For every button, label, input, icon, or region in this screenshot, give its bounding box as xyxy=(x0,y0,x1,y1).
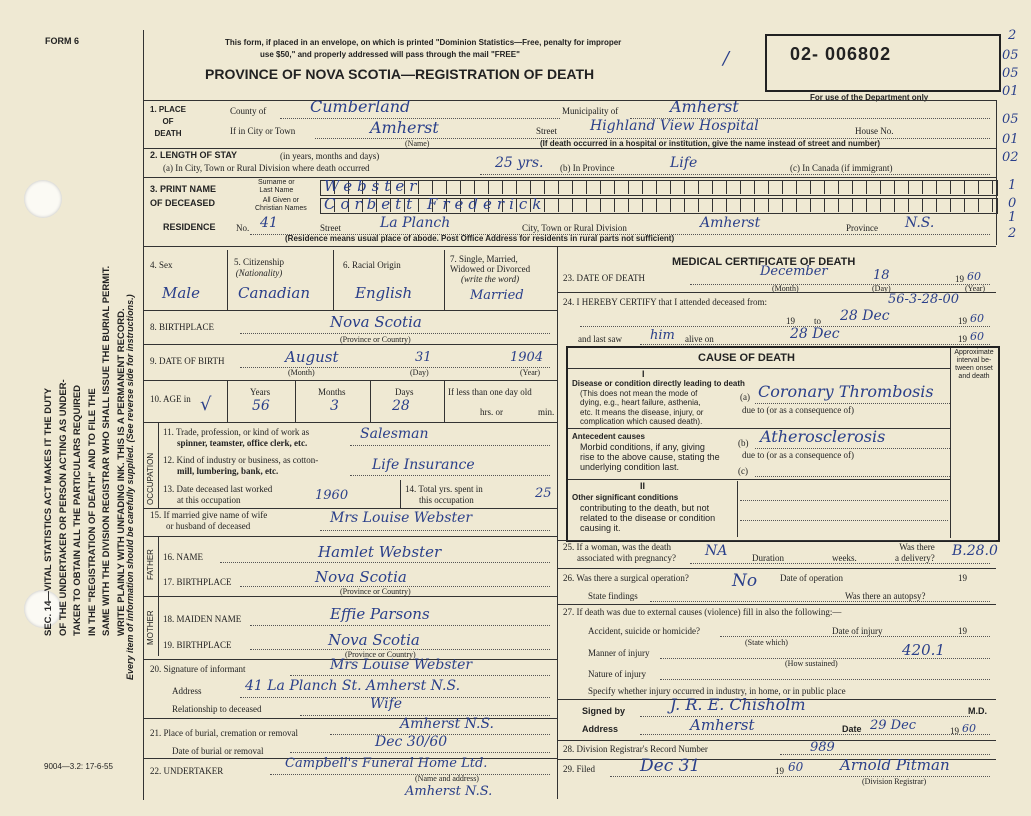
city-label: If in City or Town xyxy=(230,126,296,136)
department-use-label: For use of the Department only xyxy=(810,93,929,102)
rule xyxy=(158,536,159,596)
stay-a-label: (a) In City, Town or Rural Division where death occurred xyxy=(163,163,370,173)
accident-label: Accident, suicide or homicide? xyxy=(588,626,700,636)
rule xyxy=(660,679,990,680)
informant-relationship-label: Relationship to deceased xyxy=(172,704,262,714)
rule xyxy=(350,475,550,476)
right-code: 1 xyxy=(1008,178,1017,193)
frame-left xyxy=(143,30,144,800)
right-code: 05 xyxy=(1002,48,1019,63)
residence-city: Amherst xyxy=(700,215,761,231)
rule xyxy=(400,480,401,508)
residence-street-label: Street xyxy=(320,223,341,233)
operation-date-prefix: 19 xyxy=(958,573,967,583)
dob-day-caption: (Day) xyxy=(410,368,429,377)
spouse-q15: 15. If married give name of wife or husband of deceased xyxy=(150,510,268,531)
rule xyxy=(720,636,990,637)
burial-place: Amherst N.S. xyxy=(400,716,494,732)
stay-c-label: (c) In Canada (if immigrant) xyxy=(790,163,893,173)
medical-title: MEDICAL CERTIFICATE OF DEATH xyxy=(672,256,856,268)
last-saw-value: him xyxy=(650,328,675,343)
infant-label: If less than one day old xyxy=(448,387,532,397)
frame-top-rule xyxy=(143,100,996,101)
dob-day: 31 xyxy=(415,350,432,365)
envelope-note-2: use $50," and properly addressed will pass through the mail "FREE" xyxy=(260,50,520,59)
undertaker-address: Amherst N.S. xyxy=(405,784,493,799)
residence-no-label: No. xyxy=(236,223,250,233)
attended-label: 24. I HEREBY CERTIFY that I attended deceased from: xyxy=(563,297,767,307)
death-year: 60 xyxy=(967,270,981,283)
pen-mark-dash: / xyxy=(723,48,730,69)
rule xyxy=(370,380,371,422)
citizenship-value: Canadian xyxy=(238,284,311,302)
print-code: 9004—3.2: 17-6-55 xyxy=(44,762,113,771)
residence-province: N.S. xyxy=(905,215,935,231)
stay-sub: (in years, months and days) xyxy=(280,151,380,161)
days-label: Days xyxy=(395,387,414,397)
to-year: 60 xyxy=(970,312,984,325)
house-label: House No. xyxy=(855,126,894,136)
rule xyxy=(295,380,296,422)
rule xyxy=(143,380,557,381)
right-code: 02 xyxy=(1002,150,1019,165)
occupation-a13: 1960 xyxy=(315,488,349,503)
rule xyxy=(143,422,557,423)
other-conditions-label: Other significant conditions contributing to the death, but not related to the disease or condition causing it. xyxy=(572,493,716,533)
rule xyxy=(320,530,550,531)
birthplace-label: 8. BIRTHPLACE xyxy=(150,322,214,332)
residence-city-label: City, Town or Rural Division xyxy=(522,223,627,233)
filed-year-prefix: 19 xyxy=(775,766,784,776)
right-code: 01 xyxy=(1002,132,1019,147)
rule xyxy=(240,333,550,334)
rule xyxy=(557,604,996,605)
rule xyxy=(143,310,557,311)
side-notice-line: IN THE "REGISTRATION OF DEATH" AND TO FILE THE xyxy=(86,388,98,636)
given-caption: All Given or Christian Names xyxy=(255,197,307,212)
side-notice-line: SEC. 14—VITAL STATISTICS ACT MAKES IT THE DUTY xyxy=(43,387,54,636)
column-divider xyxy=(557,246,558,799)
dob-year-caption: (Year) xyxy=(520,368,541,377)
findings-label: State findings xyxy=(588,591,638,601)
rule xyxy=(158,596,159,656)
mother-side-label: MOTHER xyxy=(146,610,155,645)
to-label: to xyxy=(814,316,822,326)
county-label: County of xyxy=(230,106,267,116)
record-number-label: 28. Division Registrar's Record Number xyxy=(563,744,708,754)
alive-value: 28 Dec xyxy=(790,326,840,342)
death-date-label: 23. DATE OF DEATH xyxy=(563,273,645,283)
to-value: 28 Dec xyxy=(840,308,890,324)
father-caption: (Province or Country) xyxy=(340,587,411,596)
duration-label: Duration xyxy=(752,553,784,563)
marital-value: Married xyxy=(470,288,524,303)
rule xyxy=(143,596,557,597)
age-label: 10. AGE in xyxy=(150,394,191,404)
rule xyxy=(480,174,990,175)
occupation-q13: 13. Date deceased last worked at this occupation xyxy=(163,484,273,505)
undertaker-caption: (Name and address) xyxy=(415,774,479,783)
right-code: 2 xyxy=(1008,226,1017,241)
rule xyxy=(240,367,550,368)
cause-b-label: (b) xyxy=(738,438,749,448)
rule xyxy=(568,428,950,429)
institution-note: (If death occurred in a hospital or institution, give the name instead of street and number) xyxy=(540,139,881,148)
rule xyxy=(640,734,990,735)
mother-a19: Nova Scotia xyxy=(328,631,420,649)
death-month-caption: (Month) xyxy=(772,284,799,293)
rule xyxy=(690,284,990,285)
residence-note: (Residence means usual place of abode. Post Office Address for residents in rural parts not sufficient) xyxy=(285,234,675,243)
autopsy-label: Was there an autopsy? xyxy=(845,591,926,601)
state-which-caption: (State which) xyxy=(745,638,788,647)
rule xyxy=(290,675,550,676)
death-year-prefix: 19 xyxy=(955,274,964,284)
rule xyxy=(270,774,550,775)
signer-date-year: 60 xyxy=(962,722,976,735)
dob-month: August xyxy=(285,348,339,366)
months-label: Months xyxy=(318,387,346,397)
birthplace-caption: (Province or Country) xyxy=(340,335,411,344)
name-caption: (Name) xyxy=(405,139,430,148)
cause-title: CAUSE OF DEATH xyxy=(698,352,795,364)
frame-right xyxy=(996,100,997,245)
death-month: December xyxy=(760,264,828,279)
operation-date-label: Date of operation xyxy=(780,573,843,583)
record-number-value: 989 xyxy=(810,740,835,755)
mother-caption: (Province or Country) xyxy=(345,650,416,659)
rule xyxy=(143,718,557,719)
infant-min: min. xyxy=(538,407,555,417)
undertaker-name: Campbell's Funeral Home Ltd. xyxy=(285,756,488,771)
rule xyxy=(650,601,990,602)
rule xyxy=(568,368,950,369)
street-label: Street xyxy=(536,126,557,136)
street-value: Highland View Hospital xyxy=(590,118,759,134)
side-notice xyxy=(42,146,129,636)
rule xyxy=(333,250,334,310)
immediate-cause-label: Disease or condition directly leading to death (This does not mean the mode of dying, e.g., heart failure, asthenia, etc. It means the disease, injury, or complication which caused death). xyxy=(572,379,745,426)
signed-value: J. R. E. Chisholm xyxy=(670,695,806,714)
envelope-note-1: This form, if placed in an envelope, on which is printed "Dominion Statistics—Free, penalty for improper xyxy=(225,38,622,47)
dob-month-caption: (Month) xyxy=(288,368,315,377)
sex-label: 4. Sex xyxy=(150,260,173,270)
racial-value: English xyxy=(355,284,413,302)
external-cause-label: 27. If death was due to external causes (violence) fill in also the following:— xyxy=(563,607,842,617)
informant-address-label: Address xyxy=(172,686,202,696)
residence-no: 41 xyxy=(260,215,278,231)
signer-address: Amherst xyxy=(690,716,755,734)
filed-value: Dec 31 xyxy=(640,756,701,776)
filed-year: 60 xyxy=(788,760,804,774)
municipality-value: Amherst xyxy=(670,97,739,116)
rule xyxy=(740,500,948,501)
father-a16: Hamlet Webster xyxy=(318,543,442,561)
surname-value: Webster xyxy=(324,177,422,195)
rule xyxy=(143,536,557,537)
dob-label: 9. DATE OF BIRTH xyxy=(150,356,225,366)
stay-label: 2. LENGTH OF STAY xyxy=(150,150,238,160)
stay-a-value: 25 yrs. xyxy=(495,155,544,171)
father-a17: Nova Scotia xyxy=(315,568,407,586)
municipality-label: Municipality of xyxy=(562,106,619,116)
signer-date-prefix: 19 xyxy=(950,726,959,736)
due-to-b: due to (or as a consequence of) xyxy=(742,450,854,460)
check-mark: √ xyxy=(200,394,212,415)
informant-relationship: Wife xyxy=(370,696,403,712)
cause-a-label: (a) xyxy=(740,392,750,402)
rule xyxy=(143,177,996,178)
side-notice-line: SAME WITH THE DIVISION REGISTRAR WHO SHALL ISSUE THE BURIAL PERMIT. xyxy=(101,265,112,636)
informant-q20: 20. Signature of informant xyxy=(150,664,246,674)
form-label: FORM 6 xyxy=(45,36,80,46)
rule xyxy=(227,380,228,422)
rule xyxy=(690,563,990,564)
place-label: 1. PLACE OF DEATH xyxy=(150,105,187,138)
rule xyxy=(755,448,950,449)
delivery-value: B.28.0 xyxy=(952,543,998,559)
burial-date: Dec 30/60 xyxy=(375,734,448,750)
side-notice-line: TAKER TO OBTAIN ALL THE PARTICULARS REQUIRED xyxy=(72,384,83,636)
death-year-caption: (Year) xyxy=(965,284,986,293)
side-notice-line: WRITE PLAINLY WITH UNFADING INK. THIS IS A PERMANENT RECORD. xyxy=(115,308,127,636)
years-label: Years xyxy=(250,387,271,397)
manner-label: Manner of injury xyxy=(588,648,650,658)
residence-province-label: Province xyxy=(846,223,878,233)
rule xyxy=(143,246,996,247)
surname-caption: Surname or Last Name xyxy=(258,179,295,194)
occupation-q14: 14. Total yrs. spent in this occupation xyxy=(405,484,483,505)
nature-label: Nature of injury xyxy=(588,669,646,679)
right-code: 1 xyxy=(1008,210,1017,225)
cause-b-value: Atherosclerosis xyxy=(760,427,886,446)
surname-boxes xyxy=(320,180,998,196)
side-notice-line: OF THE UNDERTAKER OR PERSON ACTING AS UNDER- xyxy=(57,379,69,636)
interval-label: Approximate interval be- tween onset and death xyxy=(954,349,994,380)
rule xyxy=(780,754,990,755)
rule xyxy=(740,520,948,521)
infant-hrs: hrs. or xyxy=(480,407,503,417)
rule xyxy=(557,540,996,541)
occupation-q12: 12. Kind of industry or business, as cotton- mill, lumbering, bank, etc. xyxy=(163,455,319,476)
antecedent-label: Antecedent causes Morbid conditions, if any, giving rise to the above cause, stating the underlying condition last. xyxy=(572,432,720,472)
father-side-label: FATHER xyxy=(146,549,155,580)
signer-date: 29 Dec xyxy=(870,718,917,733)
rule xyxy=(640,344,990,345)
age-months: 3 xyxy=(330,398,339,414)
occupation-side-label: OCCUPATION xyxy=(146,452,155,505)
alive-on-label: alive on xyxy=(685,334,714,344)
rule xyxy=(444,380,445,422)
registrar-signature: Arnold Pitman xyxy=(840,756,950,774)
death-day-caption: (Day) xyxy=(872,284,891,293)
given-value: Corbett Frederick xyxy=(324,195,547,213)
how-caption: (How sustained) xyxy=(785,659,838,668)
rule xyxy=(444,250,445,310)
pregnancy-value: NA xyxy=(705,543,728,559)
md-label: M.D. xyxy=(968,706,987,716)
sex-value: Male xyxy=(162,284,200,302)
county-value: Cumberland xyxy=(310,97,411,116)
rule xyxy=(143,508,557,509)
right-code: 05 xyxy=(1002,112,1019,127)
signer-address-label: Address xyxy=(582,724,619,734)
rule xyxy=(220,562,550,563)
marital-label: 7. Single, Married, Widowed or Divorced (write the word) xyxy=(450,254,531,284)
city-value: Amherst xyxy=(370,118,439,137)
right-code: 0 xyxy=(1008,196,1017,211)
mother-q18: 18. MAIDEN NAME xyxy=(163,614,242,624)
rule xyxy=(227,250,228,310)
to-year-prefix: 19 xyxy=(958,316,967,326)
rule xyxy=(290,752,550,753)
informant-address: 41 La Planch St. Amherst N.S. xyxy=(245,678,461,694)
delivery-label: Was there a delivery? xyxy=(895,542,935,563)
specify-label: Specify whether injury occurred in industry, in home, or in public place xyxy=(588,686,846,696)
rule xyxy=(950,348,951,538)
burial-q21: 21. Place of burial, cremation or removal Date of burial or removal xyxy=(150,728,298,756)
rule xyxy=(755,403,950,404)
injury-date-prefix: 19 xyxy=(958,626,967,636)
alive-year: 60 xyxy=(970,330,984,343)
death-day: 18 xyxy=(873,268,890,283)
side-instruction: Every item of information should be carefully supplied. (See reverse side for instructions.) xyxy=(125,294,135,680)
rule xyxy=(350,445,550,446)
father-q17: 17. BIRTHPLACE xyxy=(163,577,232,587)
rule xyxy=(250,625,550,626)
surgery-value: No xyxy=(732,571,758,591)
manner-value: 420.1 xyxy=(902,641,945,659)
roman-one: I xyxy=(642,369,645,379)
attended-code: 56-3-28-00 xyxy=(888,292,960,307)
right-code: 05 xyxy=(1002,66,1019,81)
registrar-caption: (Division Registrar) xyxy=(862,777,927,786)
age-years: 56 xyxy=(252,398,270,414)
page-title: PROVINCE OF NOVA SCOTIA—REGISTRATION OF DEATH xyxy=(205,66,595,82)
age-days: 28 xyxy=(392,398,410,414)
cause-a-value: Coronary Thrombosis xyxy=(758,382,934,401)
pregnancy-label: 25. If a woman, was the death associated with pregnancy? xyxy=(563,542,676,563)
print-name-label: 3. PRINT NAME OF DECEASED xyxy=(150,184,217,208)
from-year-prefix: 19 xyxy=(786,316,795,326)
right-code: 01 xyxy=(1002,84,1019,99)
birthplace-value: Nova Scotia xyxy=(330,313,422,331)
rule xyxy=(143,344,557,345)
residence-label: RESIDENCE xyxy=(163,222,216,232)
occupation-a12: Life Insurance xyxy=(372,457,475,473)
alive-year-prefix: 19 xyxy=(958,334,967,344)
mother-q19: 19. BIRTHPLACE xyxy=(163,640,232,650)
occupation-q11: 11. Trade, profession, or kind of work as spinner, teamster, office clerk, etc. xyxy=(163,427,310,448)
stay-b-value: Life xyxy=(670,155,698,171)
residence-street: La Planch xyxy=(380,215,451,231)
weeks-label: weeks. xyxy=(832,553,857,563)
signed-label: Signed by xyxy=(582,706,626,716)
father-q16: 16. NAME xyxy=(163,552,203,562)
rule xyxy=(568,479,950,480)
surgery-label: 26. Was there a surgical operation? xyxy=(563,573,689,583)
rule xyxy=(158,422,159,508)
rule xyxy=(737,481,738,537)
citizenship-label: 5. Citizenship (Nationality) xyxy=(234,257,284,278)
rule xyxy=(580,326,990,327)
filed-label: 29. Filed xyxy=(563,764,596,774)
rule xyxy=(557,740,996,741)
registration-number: 02- 006802 xyxy=(790,44,892,64)
right-code: 2 xyxy=(1008,28,1017,43)
roman-two: II xyxy=(640,481,646,491)
stay-b-label: (b) In Province xyxy=(560,163,615,173)
cause-c-label: (c) xyxy=(738,466,748,476)
signer-date-label: Date xyxy=(842,724,862,734)
rule xyxy=(755,476,950,477)
rule xyxy=(330,734,550,735)
injury-date-label: Date of injury xyxy=(832,626,883,636)
racial-label: 6. Racial Origin xyxy=(343,260,401,270)
due-to-a: due to (or as a consequence of) xyxy=(742,405,854,415)
occupation-a14: 25 xyxy=(535,486,552,501)
informant-a20: Mrs Louise Webster xyxy=(330,657,473,673)
undertaker-q22: 22. UNDERTAKER xyxy=(150,766,224,776)
last-saw-label: and last saw xyxy=(578,334,622,344)
dob-year: 1904 xyxy=(510,350,544,365)
occupation-a11: Salesman xyxy=(360,426,429,442)
mother-a18: Effie Parsons xyxy=(330,605,430,623)
rule xyxy=(557,568,996,569)
rule xyxy=(610,776,990,777)
spouse-a15: Mrs Louise Webster xyxy=(330,510,473,526)
rule xyxy=(143,148,996,149)
